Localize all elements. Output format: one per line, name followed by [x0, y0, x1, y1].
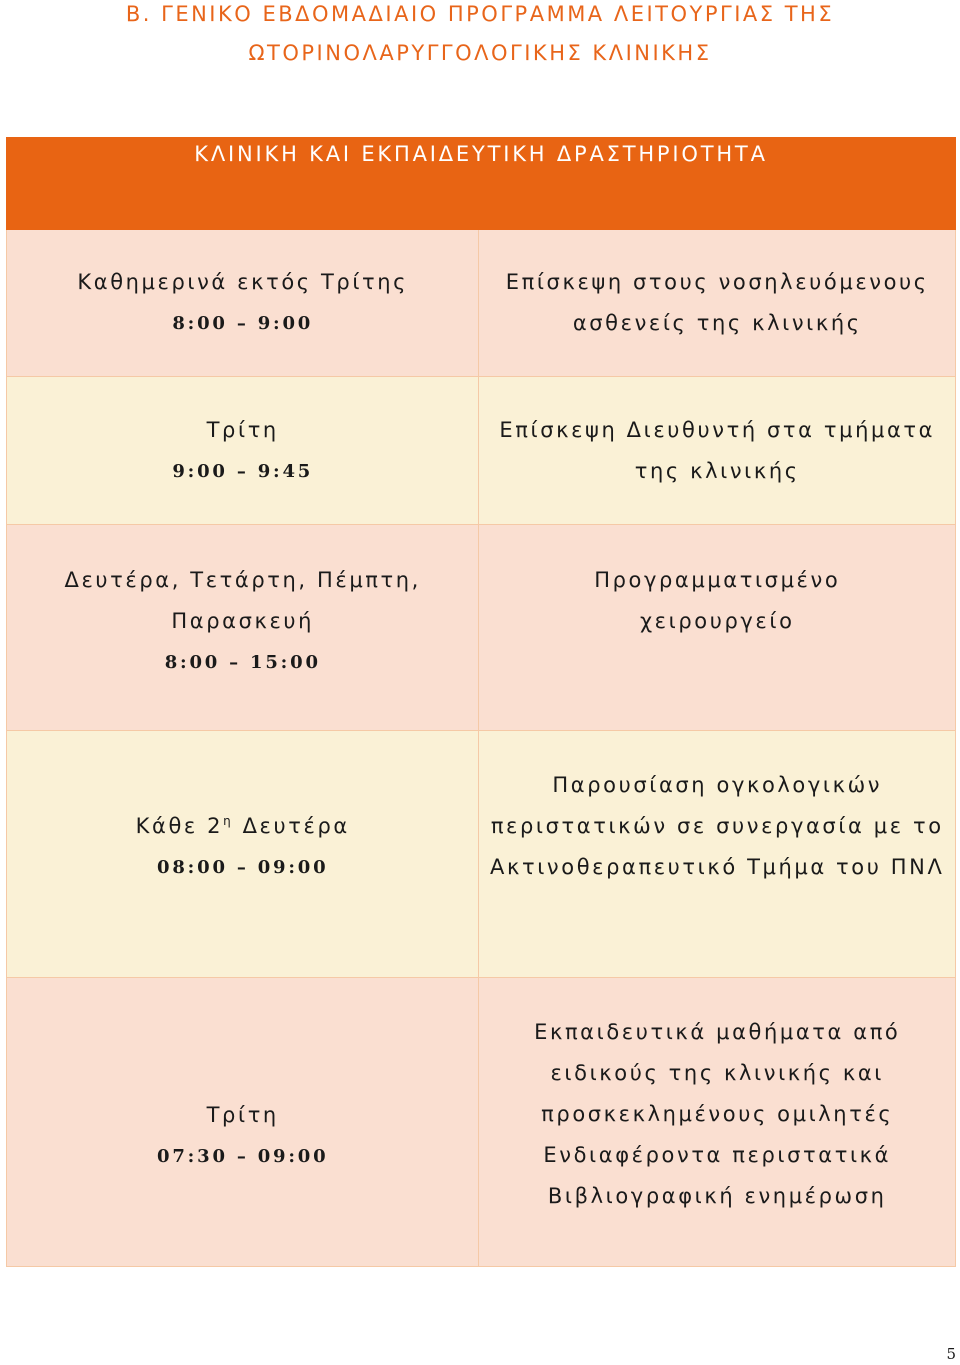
activity-line: ασθενείς της κλινικής	[572, 311, 862, 335]
activity-line: Ακτινοθεραπευτικό Τμήμα του ΠΝΛ	[490, 855, 945, 879]
schedule-day-cell	[7, 230, 479, 377]
table-row	[7, 731, 956, 978]
table-row	[7, 525, 956, 731]
activity-line: ειδικούς της κλινικής και	[550, 1061, 884, 1085]
activity-line: Βιβλιογραφική ενημέρωση	[547, 1184, 887, 1208]
schedule-activity-cell	[479, 525, 956, 731]
activity-line: Επίσκεψη στους νοσηλευόμενους	[505, 270, 929, 294]
table-header	[7, 138, 956, 230]
table-row	[7, 230, 956, 377]
table-header-label: ΚΛΙΝΙΚΗ ΚΑΙ ΕΚΠΑΙΔΕΥΤΙΚΗ ΔΡΑΣΤΗΡΙΟΤΗΤΑ	[194, 142, 768, 166]
page-number: 5	[946, 1345, 956, 1363]
table-row	[7, 978, 956, 1267]
schedule-table	[6, 137, 956, 1267]
schedule-activity-cell	[479, 230, 956, 377]
schedule-activity-cell	[479, 377, 956, 525]
time-label: 8:00 – 15:00	[164, 652, 321, 673]
activity-line: περιστατικών σε συνεργασία με το	[490, 814, 944, 838]
page-title-line-1: Β. ΓΕΝΙΚΟ ΕΒΔΟΜΑΔΙΑΙΟ ΠΡΟΓΡΑΜΜΑ ΛΕΙΤΟΥΡΓΙΑΣ ΤΗΣ	[125, 2, 835, 26]
activity-line: Παρουσίαση ογκολογικών	[552, 773, 883, 797]
schedule-day-cell	[7, 978, 479, 1267]
table-header-row	[7, 138, 956, 230]
schedule-day-cell	[7, 377, 479, 525]
time-label: 07:30 – 09:00	[157, 1146, 329, 1167]
activity-line: της κλινικής	[634, 458, 800, 483]
day-prefix: Κάθε 2	[135, 814, 224, 838]
schedule-activity-cell	[479, 731, 956, 978]
day-label	[11, 806, 474, 847]
page-title-line-2: ΩΤΟΡΙΝΟΛΑΡΥΓΓΟΛΟΓΙΚΗΣ ΚΛΙΝΙΚΗΣ	[248, 41, 712, 65]
activity-line: Προγραμματισμένο	[594, 568, 841, 592]
schedule-day-cell	[7, 525, 479, 731]
time-label: 08:00 – 09:00	[157, 857, 329, 878]
day-label: Τρίτη	[206, 417, 279, 442]
activity-line: προσκεκλημένους ομιλητές	[541, 1102, 894, 1126]
activity-line: Ενδιαφέροντα περιστατικά	[543, 1143, 892, 1167]
activity-line: Επίσκεψη Διευθυντή στα τμήματα	[499, 417, 936, 442]
day-label: Καθημερινά εκτός Τρίτης	[77, 270, 409, 294]
day-label: Δευτέρα, Τετάρτη, Πέμπτη,	[64, 568, 421, 592]
time-label: 9:00 – 9:45	[172, 460, 314, 482]
day-label: Παρασκευή	[171, 609, 315, 633]
activity-line: χειρουργείο	[639, 609, 795, 633]
page-title	[0, 0, 960, 72]
time-label: 8:00 – 9:00	[172, 313, 314, 334]
table-row	[7, 377, 956, 525]
day-suffix: Δευτέρα	[233, 814, 350, 838]
activity-line: Εκπαιδευτικά μαθήματα από	[534, 1020, 901, 1044]
schedule-day-cell	[7, 731, 479, 978]
schedule-activity-cell	[479, 978, 956, 1267]
day-label: Τρίτη	[206, 1103, 279, 1127]
ordinal-superscript: η	[223, 814, 234, 828]
